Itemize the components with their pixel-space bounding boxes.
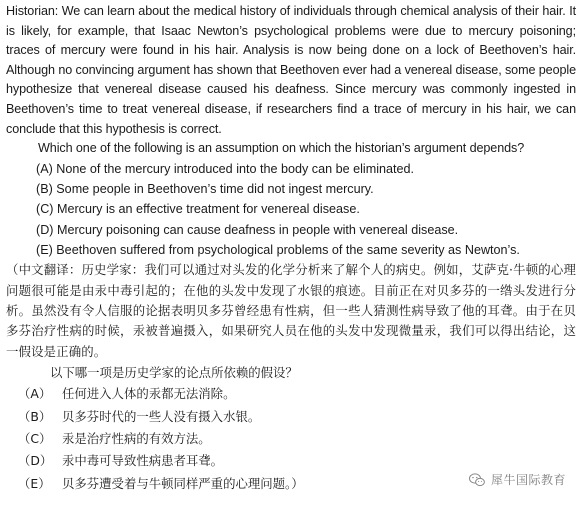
option-b-chinese (18, 406, 576, 428)
option-a-chinese (18, 383, 576, 405)
option-d-chinese (18, 450, 576, 472)
option-e-english: (E) Beethoven suffered from psychological problems of the same severity as Newton’s. (36, 242, 520, 257)
options-english (6, 159, 576, 260)
watermark-text: 犀牛国际教育 (490, 473, 566, 487)
question-chinese: 以下哪一项是历史学家的论点所依赖的假设？ (50, 365, 298, 381)
option-label: （E） (18, 475, 51, 491)
wechat-icon (469, 473, 485, 487)
option-b-english: (B) Some people in Beethoven’s time did not ingest mercury. (36, 182, 374, 197)
option-text: 任何进入人体的汞都无法消除。 (62, 386, 236, 402)
option-label: （D） (18, 453, 53, 469)
question-english: Which one of the following is an assumption on which the historian’s argument depends? (38, 141, 525, 156)
option-label: （A） (18, 386, 52, 402)
option-a-english: (A) None of the mercury introduced into the body can be eliminated. (36, 161, 415, 176)
passage-chinese: （中文翻译：历史学家：我们可以通过对头发的化学分析来了解个人的病史。例如，艾萨克·牛顿的心理问题很可能是由汞中毒引起的；在他的头发中发现了水银的痕迹。目前正在对贝多芬的一绺头发进行分析。虽然没有令人信服的论据表明贝多芬曾经患有性病，但一些人猜测性病导致了他的耳聋。由于在贝多芬治疗性病的时候，汞被普遍摄入，如果研究人员在他的头发中发现微量汞，我们可以得出结论，这一假设是正确的。 (6, 262, 576, 359)
option-text: 汞是治疗性病的有效方法。 (62, 431, 211, 447)
option-d-english: (D) Mercury poisoning can cause deafness in people with venereal disease. (36, 222, 459, 237)
option-text: 贝多芬时代的一些人没有摄入水银。 (62, 408, 261, 424)
option-label: （C） (18, 431, 52, 447)
option-text: 汞中毒可导致性病患者耳聋。 (62, 453, 224, 469)
option-c-english: (C) Mercury is an effective treatment for venereal disease. (36, 202, 360, 217)
passage-english: Historian: We can learn about the medical history of individuals through chemical analysis of their hair. It is likely, for example, that Isaac Newton’s psychological problems were due to mercury poisoning; traces of mercury were found in his hair. Analysis is now being done on a lock of Beethoven’s hair. Although no convincing argument has shown that Beethoven ever had a venereal disease, some people hypothesize that venereal disease caused his deafness. Since mercury was commonly ingested in Beethoven’s time to treat venereal disease, if researchers find a trace of mercury in his hair, we can conclude that this hypothesis is correct. (6, 4, 577, 136)
option-c-chinese (18, 428, 576, 450)
watermark (469, 471, 566, 488)
option-text: 贝多芬遭受着与牛顿同样严重的心理问题。） (62, 475, 304, 491)
option-label: （B） (18, 408, 52, 424)
